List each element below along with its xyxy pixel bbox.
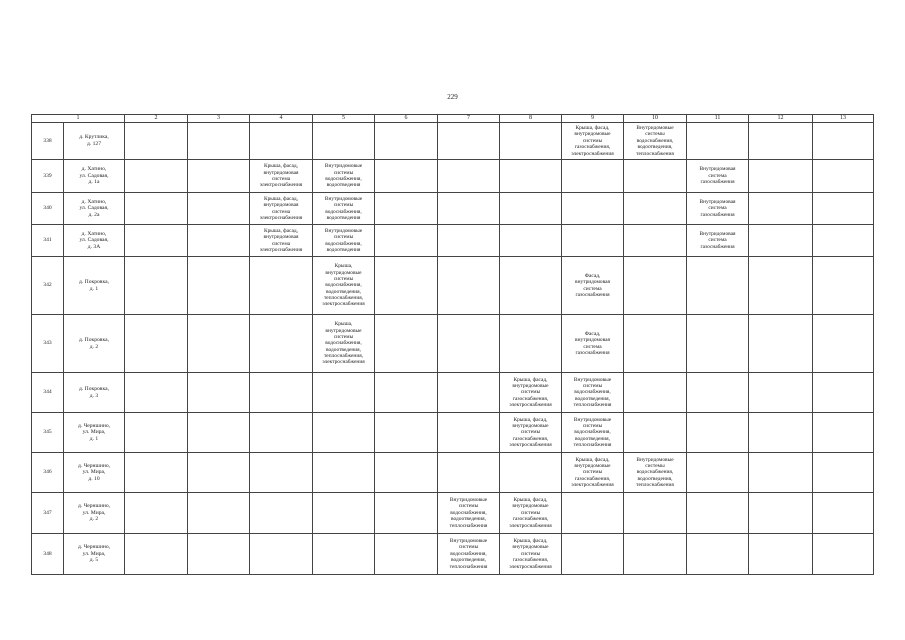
work-cell [188, 373, 250, 413]
work-cell: Внутридомовые системы водоснабжения, водоотведения, теплоснабжения [624, 123, 687, 160]
table-row [32, 257, 874, 315]
row-number-cell: 347 [32, 493, 64, 534]
work-cell [624, 493, 687, 534]
work-cell [188, 257, 250, 315]
work-cell [624, 534, 687, 575]
work-cell [813, 193, 874, 225]
work-cell [687, 413, 749, 453]
column-header: 8 [500, 115, 562, 123]
work-cell [313, 123, 375, 160]
table-row [32, 453, 874, 493]
work-cell: Внутридомовые системы водоснабжения, водоотведения, теплоснабжения [624, 453, 687, 493]
address-cell: д. Покровка, д. 3 [64, 373, 125, 413]
work-cell [749, 493, 813, 534]
work-cell [188, 453, 250, 493]
work-cell: Внутридомовые системы водоснабжения, водоотведения [313, 193, 375, 225]
work-cell: Фасад, внутридомовая система газоснабжения [562, 257, 624, 315]
work-cell [188, 315, 250, 373]
work-cell [687, 257, 749, 315]
work-cell [250, 453, 313, 493]
work-cell: Крыша, фасад, внутридомовая система электроснабжения [250, 225, 313, 257]
work-cell: Внутридомовая система газоснабжения [687, 193, 749, 225]
column-header: 4 [250, 115, 313, 123]
table-row [32, 534, 874, 575]
column-number-row [32, 115, 874, 123]
work-cell [687, 453, 749, 493]
work-cell [813, 493, 874, 534]
work-cell [500, 123, 562, 160]
work-cell [438, 257, 500, 315]
table-row [32, 413, 874, 453]
column-header: 1 [32, 115, 125, 123]
row-number-cell: 348 [32, 534, 64, 575]
work-cell [500, 453, 562, 493]
address-cell: д. Черншино, ул. Мира, д. 1 [64, 413, 125, 453]
work-cell [749, 160, 813, 193]
work-cell [438, 413, 500, 453]
work-cell [500, 315, 562, 373]
row-number-cell: 338 [32, 123, 64, 160]
work-cell [687, 373, 749, 413]
work-cell [749, 373, 813, 413]
address-cell: д. Покровка, д. 2 [64, 315, 125, 373]
work-cell [500, 257, 562, 315]
work-cell: Внутридомовые системы водоснабжения, водоотведения [313, 225, 375, 257]
work-cell [438, 315, 500, 373]
work-cell: Крыша, фасад, внутридомовая система электроснабжения [250, 193, 313, 225]
work-cell [500, 160, 562, 193]
work-cell [375, 373, 438, 413]
table-row [32, 493, 874, 534]
work-cell [687, 123, 749, 160]
work-cell [125, 160, 188, 193]
work-cell [624, 373, 687, 413]
work-cell [624, 413, 687, 453]
table-row [32, 373, 874, 413]
work-cell [624, 225, 687, 257]
row-number-cell: 340 [32, 193, 64, 225]
column-header: 6 [375, 115, 438, 123]
work-cell [624, 315, 687, 373]
work-cell [813, 373, 874, 413]
work-cell [188, 160, 250, 193]
work-cell [125, 534, 188, 575]
work-cell [125, 225, 188, 257]
work-cell: Крыша, фасад, внутридомовые системы газоснабжения, электроснабжения [500, 493, 562, 534]
work-cell [749, 225, 813, 257]
work-cell [125, 257, 188, 315]
work-cell: Внутридомовые системы водоснабжения, водоотведения, теплоснабжения [438, 493, 500, 534]
page-number: 229 [447, 93, 458, 101]
work-cell [749, 257, 813, 315]
work-cell [749, 193, 813, 225]
row-number-cell: 341 [32, 225, 64, 257]
work-cell: Внутридомовые системы водоснабжения, водоотведения [313, 160, 375, 193]
work-cell [375, 493, 438, 534]
work-cell [813, 413, 874, 453]
row-number-cell: 346 [32, 453, 64, 493]
work-cell [438, 225, 500, 257]
work-cell [125, 493, 188, 534]
work-cell [250, 257, 313, 315]
work-cell [188, 413, 250, 453]
table-row [32, 160, 874, 193]
work-cell [313, 493, 375, 534]
work-cell [749, 534, 813, 575]
work-cell [500, 225, 562, 257]
work-cell [250, 315, 313, 373]
work-cell [624, 257, 687, 315]
work-cell: Фасад, внутридомовая система газоснабжения [562, 315, 624, 373]
work-cell: Крыша, фасад, внутридомовые системы газоснабжения, электроснабжения [562, 453, 624, 493]
work-cell [375, 413, 438, 453]
work-cell [250, 534, 313, 575]
repair-schedule-table [31, 114, 874, 575]
work-cell [313, 373, 375, 413]
work-cell [125, 413, 188, 453]
work-cell: Внутридомовые системы водоснабжения, водоотведения, теплоснабжения [562, 373, 624, 413]
work-cell [813, 315, 874, 373]
work-cell [813, 160, 874, 193]
work-cell [438, 453, 500, 493]
column-header: 5 [313, 115, 375, 123]
work-cell [813, 534, 874, 575]
work-cell [562, 493, 624, 534]
work-cell [375, 315, 438, 373]
work-cell [125, 193, 188, 225]
address-cell: д. Хатино, ул. Садовая, д. 2а [64, 193, 125, 225]
work-cell: Крыша, фасад, внутридомовые системы газоснабжения, электроснабжения [562, 123, 624, 160]
column-header: 12 [749, 115, 813, 123]
work-cell [375, 193, 438, 225]
work-cell: Крыша, внутридомовые системы водоснабжения, водоотведения, теплоснабжения, электроснабжения [313, 315, 375, 373]
work-cell [687, 493, 749, 534]
work-cell [313, 453, 375, 493]
work-cell: Внутридомовая система газоснабжения [687, 225, 749, 257]
work-cell [813, 123, 874, 160]
work-cell [438, 123, 500, 160]
column-header: 13 [813, 115, 874, 123]
work-cell [438, 193, 500, 225]
work-cell: Крыша, внутридомовые системы водоснабжения, водоотведения, теплоснабжения, электроснабжения [313, 257, 375, 315]
address-cell: д. Черншино, ул. Мира, д. 5 [64, 534, 125, 575]
table-row [32, 123, 874, 160]
row-number-cell: 345 [32, 413, 64, 453]
work-cell [813, 257, 874, 315]
column-header: 9 [562, 115, 624, 123]
work-cell [125, 315, 188, 373]
work-cell [188, 225, 250, 257]
work-cell [250, 413, 313, 453]
work-cell [624, 160, 687, 193]
work-cell [562, 193, 624, 225]
work-cell [375, 160, 438, 193]
work-cell [749, 123, 813, 160]
work-cell [375, 257, 438, 315]
table-row [32, 193, 874, 225]
address-cell: д. Черншино, ул. Мира, д. 10 [64, 453, 125, 493]
table-row [32, 225, 874, 257]
work-cell [813, 453, 874, 493]
work-cell [687, 315, 749, 373]
work-cell [188, 534, 250, 575]
work-cell: Внутридомовая система газоснабжения [687, 160, 749, 193]
work-cell [438, 160, 500, 193]
work-cell [562, 534, 624, 575]
work-cell [188, 123, 250, 160]
work-cell [250, 493, 313, 534]
column-header: 11 [687, 115, 749, 123]
work-cell [438, 373, 500, 413]
work-cell [749, 413, 813, 453]
row-number-cell: 344 [32, 373, 64, 413]
work-cell: Крыша, фасад, внутридомовые системы газоснабжения, электроснабжения [500, 413, 562, 453]
work-cell [188, 493, 250, 534]
address-cell: д. Черншино, ул. Мира, д. 2 [64, 493, 125, 534]
column-header: 2 [125, 115, 188, 123]
address-cell: д. Хатино, ул. Садовая, д. 3А [64, 225, 125, 257]
work-cell [624, 193, 687, 225]
work-cell [125, 373, 188, 413]
work-cell: Внутридомовые системы водоснабжения, водоотведения, теплоснабжения [438, 534, 500, 575]
address-cell: д. Крутлика, д. 127 [64, 123, 125, 160]
work-cell [125, 123, 188, 160]
work-cell [500, 193, 562, 225]
work-cell [125, 453, 188, 493]
work-cell [375, 534, 438, 575]
column-header: 10 [624, 115, 687, 123]
column-header: 7 [438, 115, 500, 123]
work-cell: Крыша, фасад, внутридомовая система электроснабжения [250, 160, 313, 193]
work-cell [562, 160, 624, 193]
work-cell [188, 193, 250, 225]
work-cell [313, 413, 375, 453]
address-cell: д. Хатино, ул. Садовая, д. 1а [64, 160, 125, 193]
work-cell: Крыша, фасад, внутридомовые системы газоснабжения, электроснабжения [500, 373, 562, 413]
work-cell [375, 123, 438, 160]
work-cell [749, 315, 813, 373]
row-number-cell: 343 [32, 315, 64, 373]
work-cell [375, 453, 438, 493]
work-cell [375, 225, 438, 257]
row-number-cell: 339 [32, 160, 64, 193]
work-cell: Внутридомовые системы водоснабжения, водоотведения, теплоснабжения [562, 413, 624, 453]
work-cell: Крыша, фасад, внутридомовые системы газоснабжения, электроснабжения [500, 534, 562, 575]
work-cell [562, 225, 624, 257]
work-cell [749, 453, 813, 493]
work-cell [687, 534, 749, 575]
address-cell: д. Покровка, д. 1 [64, 257, 125, 315]
column-header: 3 [188, 115, 250, 123]
work-cell [250, 373, 313, 413]
work-cell [813, 225, 874, 257]
table-row [32, 315, 874, 373]
work-cell [313, 534, 375, 575]
row-number-cell: 342 [32, 257, 64, 315]
work-cell [250, 123, 313, 160]
